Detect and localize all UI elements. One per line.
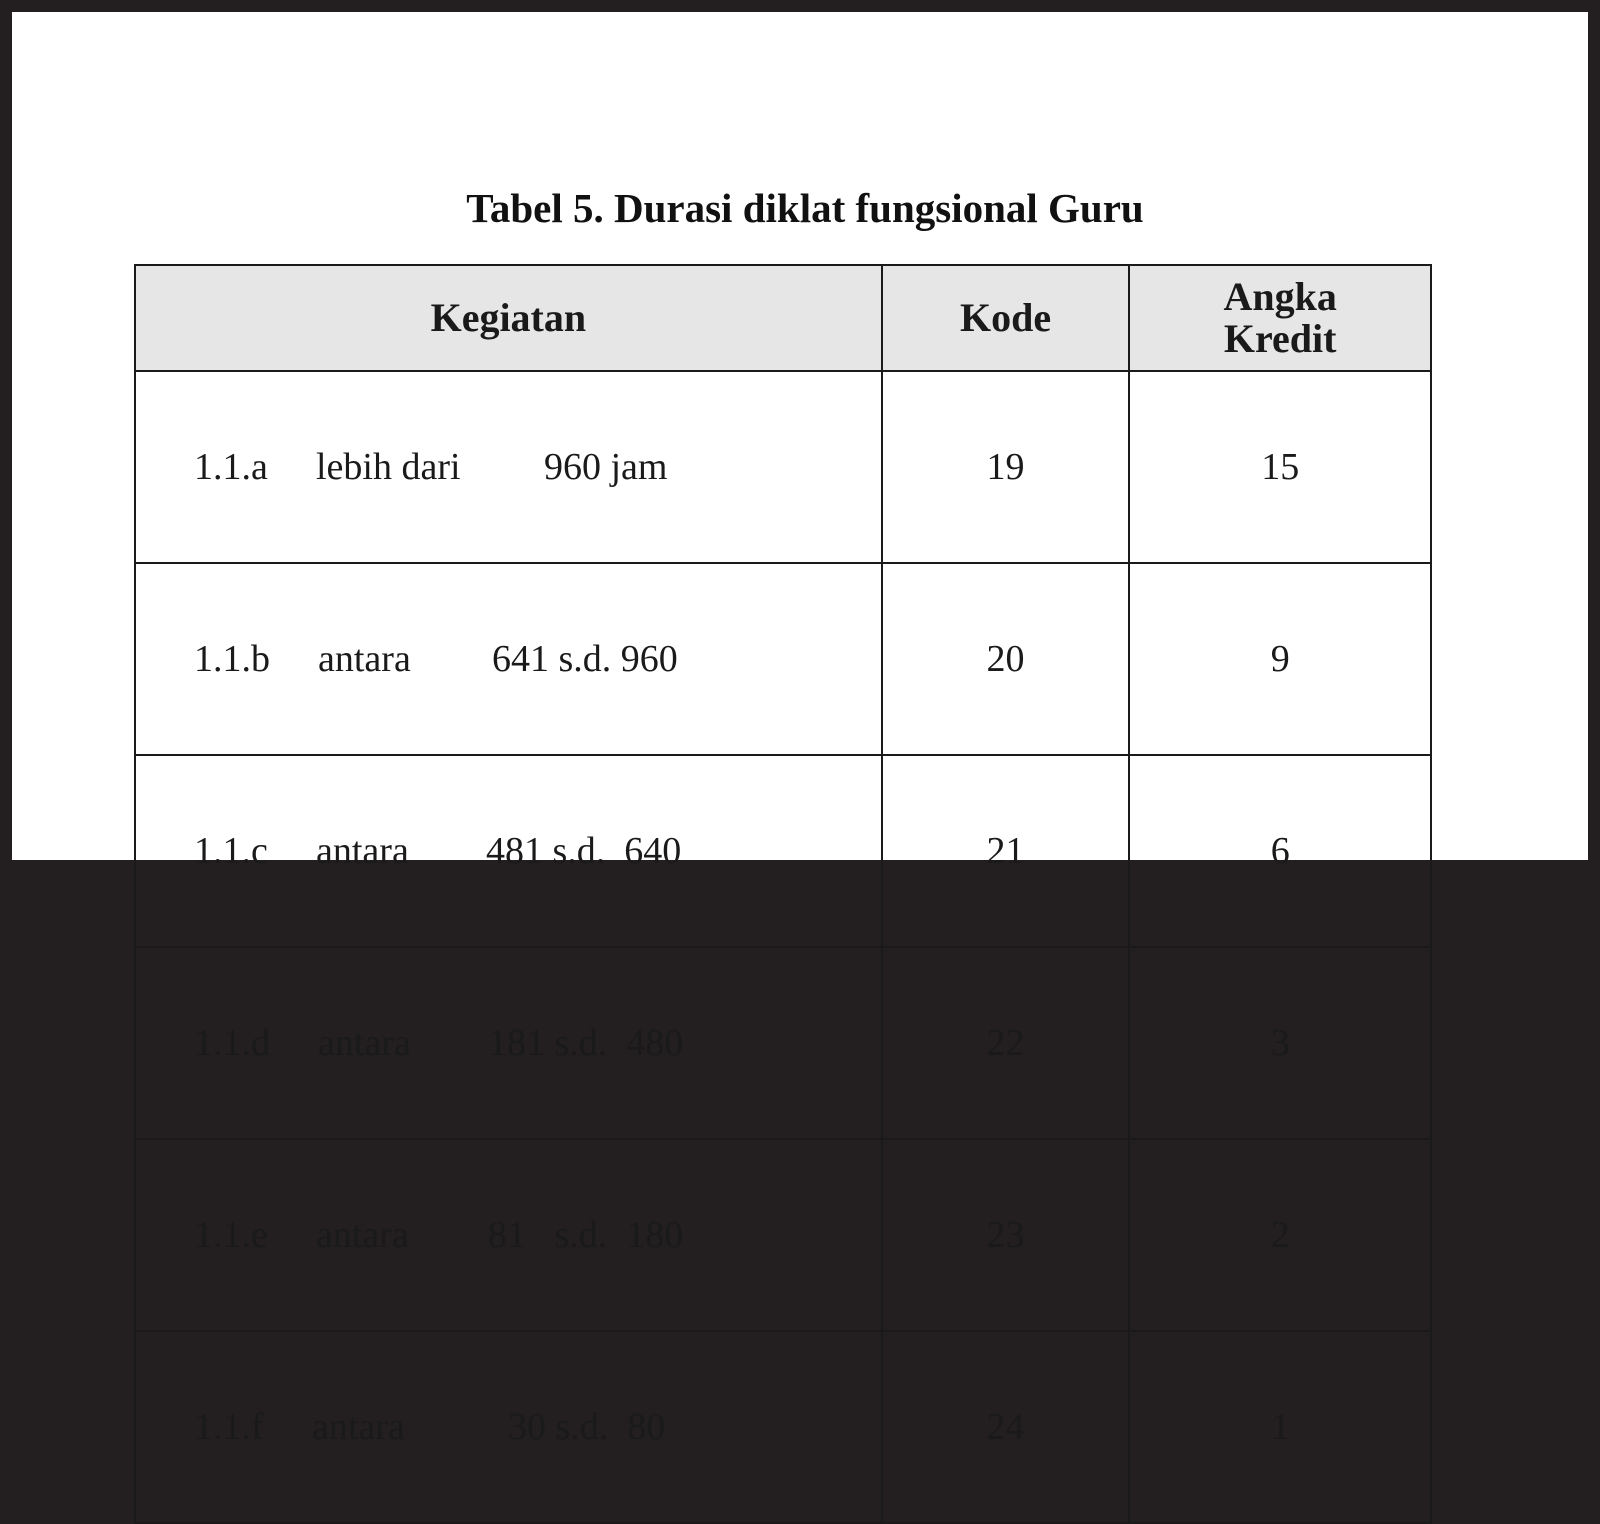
table-row [135,563,1431,755]
item-description: antara [318,638,411,680]
kegiatan-cell [135,755,882,947]
item-range: 481 s.d. 640 [486,830,682,872]
header-angka-kredit-line1: Angka [1223,274,1337,319]
header-angka-kredit [1129,265,1431,371]
kegiatan-cell [135,563,882,755]
angka-kredit-cell: 9 [1129,563,1431,755]
table-title: Tabel 5. Durasi diklat fungsional Guru [466,185,1144,231]
item-range: 81 s.d. 180 [488,1214,684,1256]
kode-cell: 23 [882,1139,1130,1331]
item-description: antara [318,1022,411,1064]
angka-kredit-cell: 3 [1129,947,1431,1139]
document-page [12,12,1588,1448]
duration-table [134,264,1432,1524]
kegiatan-cell [135,371,882,563]
kegiatan-cell [135,1331,882,1523]
item-description: antara [312,1406,405,1448]
table-header-row [135,265,1431,371]
angka-kredit-cell: 2 [1129,1139,1431,1331]
item-code: 1.1.c [194,830,268,872]
kode-cell: 19 [882,371,1130,563]
header-kode: Kode [882,265,1130,371]
item-range: 641 s.d. 960 [492,638,678,680]
item-description: antara [316,830,409,872]
item-range: 181 s.d. 480 [488,1022,684,1064]
item-range: 30 s.d. 80 [508,1406,666,1448]
item-code: 1.1.f [194,1406,264,1448]
header-kegiatan: Kegiatan [135,265,882,371]
item-code: 1.1.e [194,1214,268,1256]
item-description: antara [316,1214,409,1256]
item-range: 960 jam [544,446,668,488]
kode-cell: 24 [882,1331,1130,1523]
kegiatan-cell [135,1139,882,1331]
kode-cell: 22 [882,947,1130,1139]
angka-kredit-cell: 1 [1129,1331,1431,1523]
kode-cell: 21 [882,755,1130,947]
angka-kredit-cell: 6 [1129,755,1431,947]
item-description: lebih dari [316,446,461,488]
item-code: 1.1.a [194,446,268,488]
table-row [135,947,1431,1139]
angka-kredit-cell: 15 [1129,371,1431,563]
kegiatan-cell [135,947,882,1139]
header-angka-kredit-line2: Kredit [1223,316,1337,361]
table-row [135,1139,1431,1331]
table-row [135,1331,1431,1523]
table-row [135,755,1431,947]
item-code: 1.1.d [194,1022,270,1064]
table-row [135,371,1431,563]
kode-cell: 20 [882,563,1130,755]
item-code: 1.1.b [194,638,270,680]
